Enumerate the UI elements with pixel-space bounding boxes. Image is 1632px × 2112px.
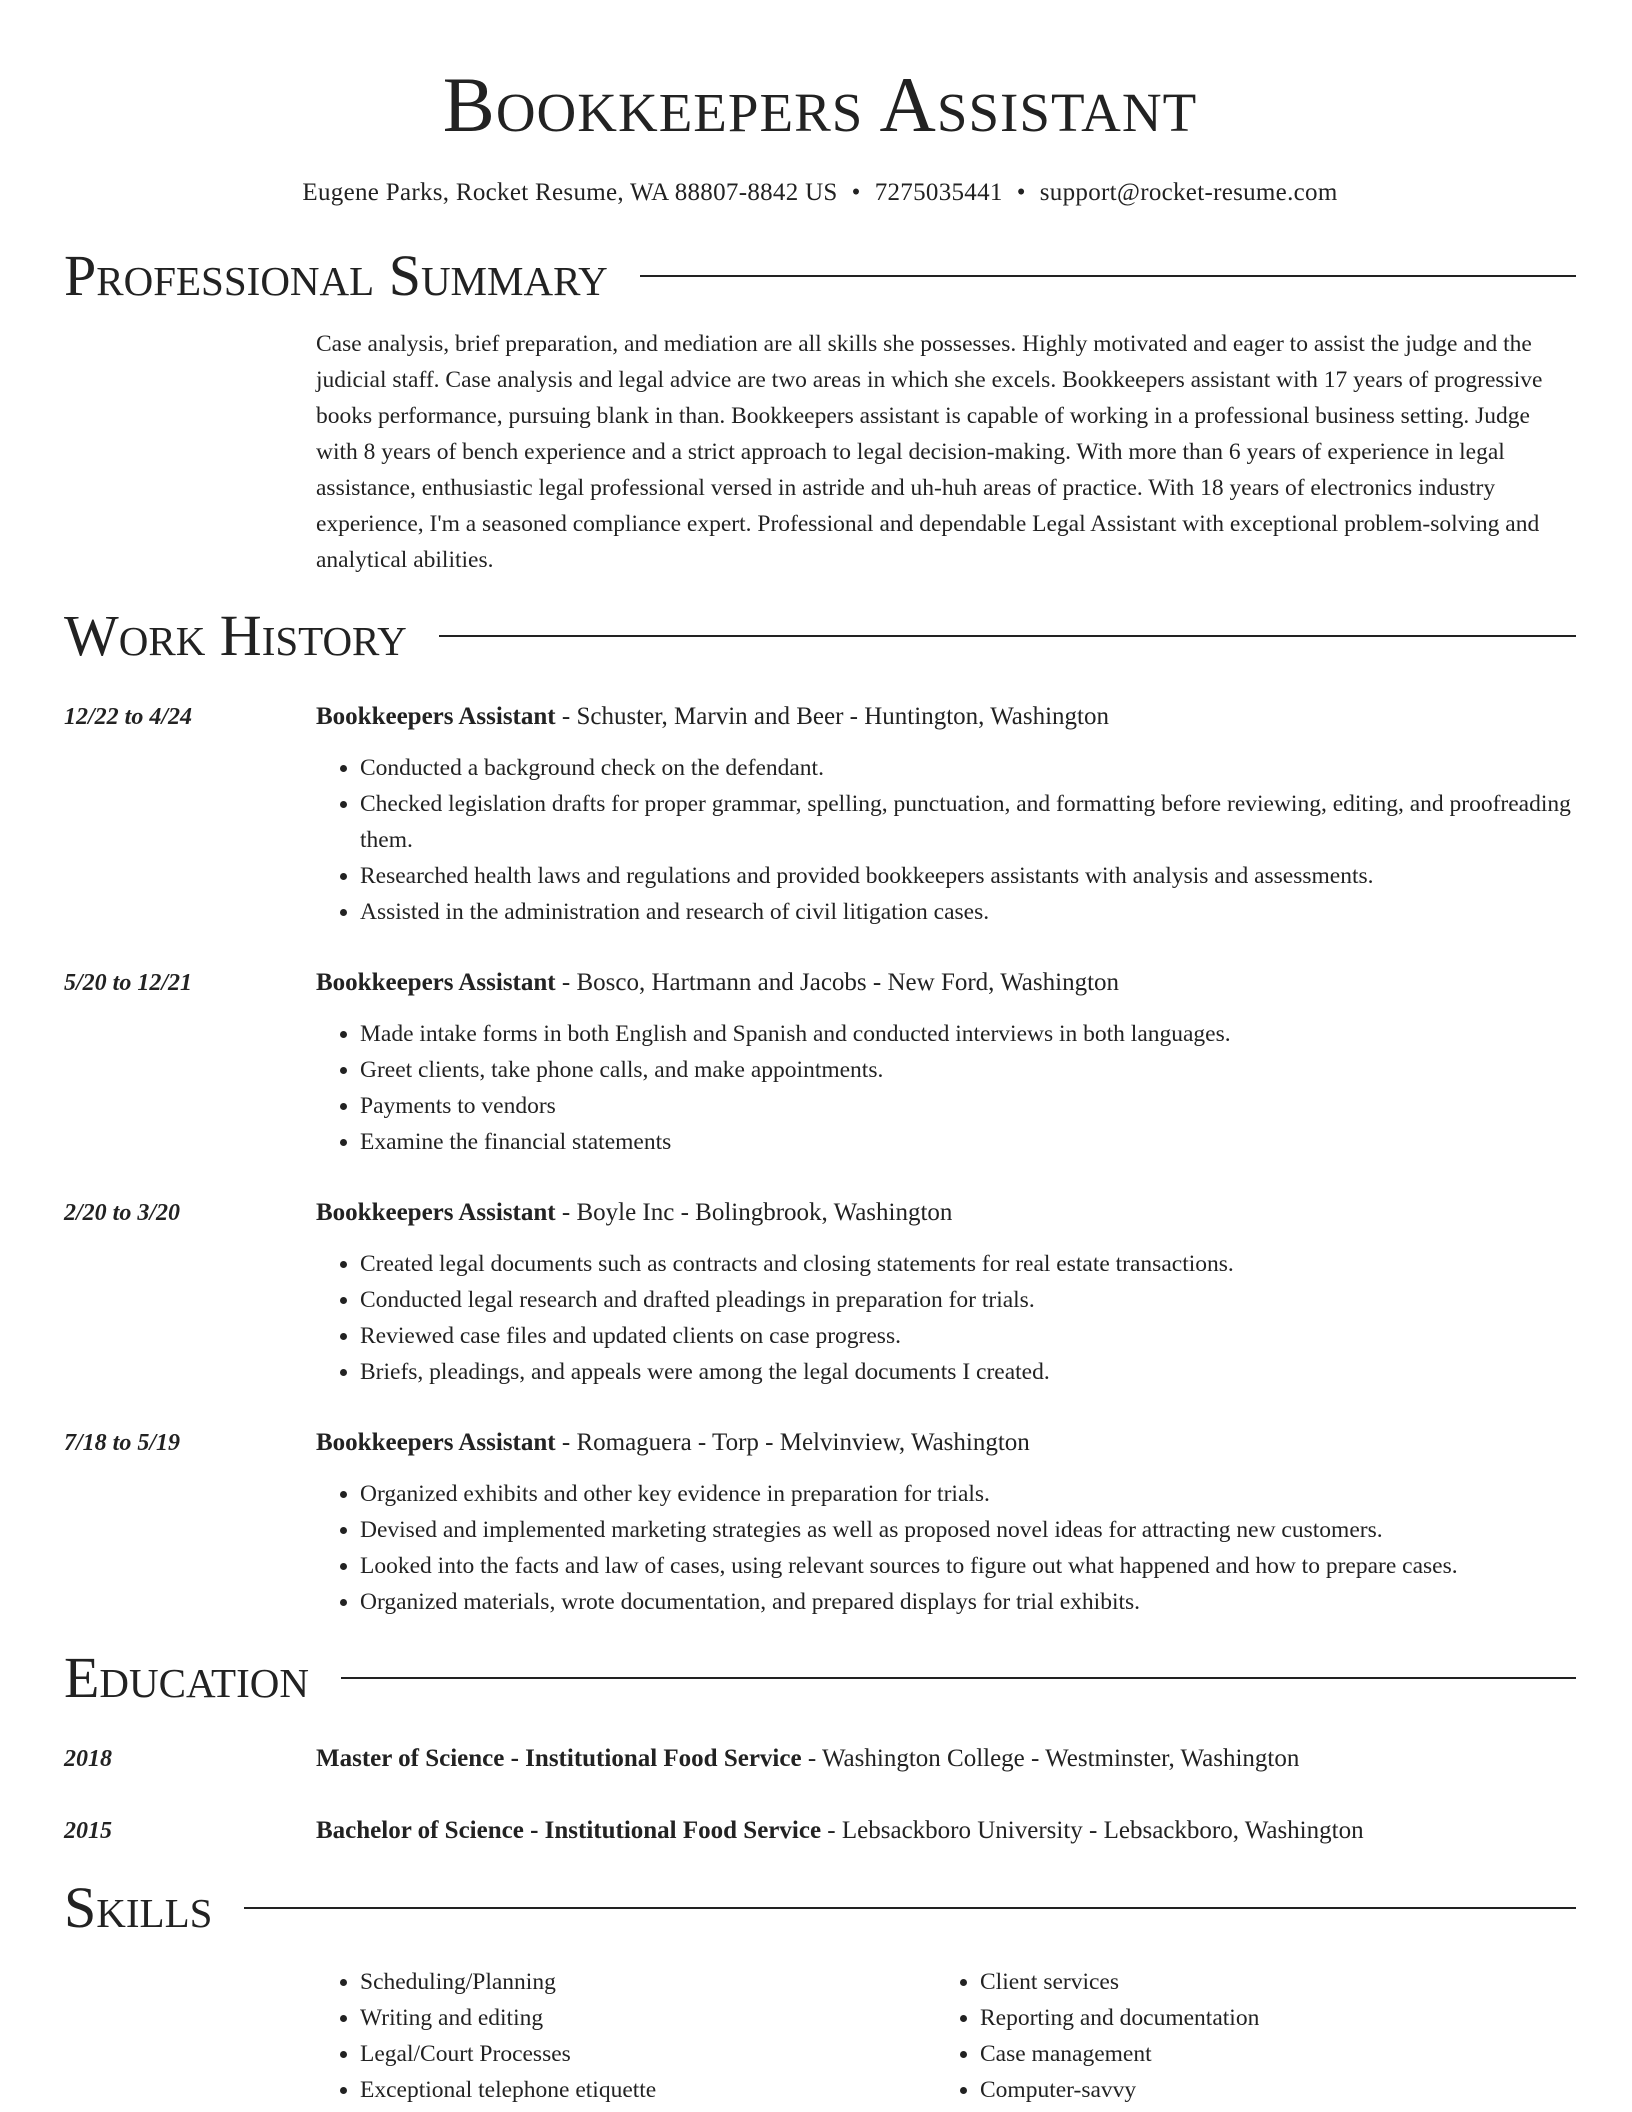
skills-list-right xyxy=(936,1964,1556,2108)
skills-columns xyxy=(316,1964,1576,2108)
section-divider xyxy=(341,1677,1576,1679)
education-year: 2015 xyxy=(64,1818,112,1844)
job-bullet: • Conducted a background check on the defendant. xyxy=(360,750,1576,786)
skill-item: • Computer-savvy xyxy=(980,2072,1556,2108)
work-body xyxy=(316,1424,1576,1620)
education-entry xyxy=(64,1740,1576,1778)
work-body xyxy=(316,964,1576,1160)
job-bullets xyxy=(316,750,1576,930)
education-list xyxy=(64,1740,1576,1850)
skills-heading: Skills xyxy=(64,1875,213,1940)
work-entry xyxy=(64,698,1576,930)
job-bullet: • Briefs, pleadings, and appeals were among the legal documents I created. xyxy=(360,1354,1576,1390)
job-bullet: • Researched health laws and regulations and provided bookkeepers assistants with analysis and assessments. xyxy=(360,858,1576,894)
education-line xyxy=(316,1812,1576,1850)
work-entry xyxy=(64,964,1576,1160)
job-title: Bookkeepers Assistant xyxy=(316,1199,556,1226)
contact-email[interactable]: support@rocket-resume.com xyxy=(1039,179,1338,206)
skill-item: • Reporting and documentation xyxy=(980,2000,1556,2036)
skill-item: • Writing and editing xyxy=(360,2000,936,2036)
job-title: Bookkeepers Assistant xyxy=(316,1429,556,1456)
job-bullet: • Reviewed case files and updated clients on case progress. xyxy=(360,1318,1576,1354)
work-section-header xyxy=(64,604,1576,668)
contact-line xyxy=(64,178,1576,208)
resume-page xyxy=(64,0,1576,2108)
job-title: Bookkeepers Assistant xyxy=(316,703,556,730)
job-bullets xyxy=(316,1246,1576,1390)
skill-item: • Case management xyxy=(980,2036,1556,2072)
work-dates: 12/22 to 4/24 xyxy=(64,704,193,730)
degree: Bachelor of Science - Institutional Food Service xyxy=(316,1817,822,1844)
work-heading-line xyxy=(316,698,1576,736)
work-body xyxy=(316,698,1576,930)
skills-list-left xyxy=(316,1964,936,2108)
summary-heading: Professional Summary xyxy=(64,243,608,308)
work-dates: 2/20 to 3/20 xyxy=(64,1200,181,1226)
resume-title: Bookkeepers Assistant xyxy=(442,61,1198,148)
job-bullet: • Created legal documents such as contracts and closing statements for real estate transactions. xyxy=(360,1246,1576,1282)
job-bullets xyxy=(316,1476,1576,1620)
skill-item: • Scheduling/Planning xyxy=(360,1964,936,2000)
job-employer: - Schuster, Marvin and Beer - Huntington, Washington xyxy=(555,703,1110,730)
job-bullet: • Checked legislation drafts for proper grammar, spelling, punctuation, and formatting before reviewing, editing, and proofreading them. xyxy=(360,786,1576,858)
work-history-list xyxy=(64,698,1576,1620)
work-heading-line xyxy=(316,964,1576,1002)
job-bullet: • Organized exhibits and other key evidence in preparation for trials. xyxy=(360,1476,1576,1512)
work-entry xyxy=(64,1194,1576,1390)
section-divider xyxy=(640,275,1576,277)
skill-item: • Client services xyxy=(980,1964,1556,2000)
job-title: Bookkeepers Assistant xyxy=(316,969,556,996)
work-body xyxy=(316,1194,1576,1390)
education-body xyxy=(316,1812,1576,1850)
education-line xyxy=(316,1740,1576,1778)
education-heading: Education xyxy=(64,1645,309,1710)
summary-text: Case analysis, brief preparation, and mediation are all skills she possesses. Highly motivated and eager to assist the judge and the judicial staff. Case analysis and legal advice are two areas in which she excels. Bookkeepers assistant with 17 years of progressive books performance, pursuing blank in than. Bookkeepers assistant is capable of working in a professional business setting. Judge with 8 years of bench experience and a strict approach to legal decision-making. With more than 6 years of experience in legal assistance, enthusiastic legal professional versed in astride and uh-huh areas of practice. With 18 years of electronics industry experience, I'm a seasoned compliance expert. Professional and dependable Legal Assistant with exceptional problem-solving and analytical abilities. xyxy=(316,331,1543,573)
job-bullet: • Organized materials, wrote documentation, and prepared displays for trial exhibits. xyxy=(360,1584,1576,1620)
work-heading: Work History xyxy=(64,603,407,668)
work-dates: 5/20 to 12/21 xyxy=(64,970,193,996)
degree: Master of Science - Institutional Food Service xyxy=(316,1745,802,1772)
job-bullet: • Examine the financial statements xyxy=(360,1124,1576,1160)
job-bullet: • Conducted legal research and drafted pleadings in preparation for trials. xyxy=(360,1282,1576,1318)
section-divider xyxy=(244,1907,1576,1909)
school: - Washington College - Westminster, Washington xyxy=(801,1745,1300,1772)
job-bullet: • Devised and implemented marketing strategies as well as proposed novel ideas for attracting new customers. xyxy=(360,1512,1576,1548)
job-employer: - Romaguera - Torp - Melvinview, Washington xyxy=(555,1429,1030,1456)
job-employer: - Bosco, Hartmann and Jacobs - New Ford, Washington xyxy=(555,969,1120,996)
work-heading-line xyxy=(316,1424,1576,1462)
contact-separator: • xyxy=(1016,179,1026,206)
job-bullet: • Looked into the facts and law of cases, using relevant sources to figure out what happened and how to prepare cases. xyxy=(360,1548,1576,1584)
section-divider xyxy=(439,635,1576,637)
contact-address: Eugene Parks, Rocket Resume, WA 88807-8842 US xyxy=(302,179,838,206)
work-entry xyxy=(64,1424,1576,1620)
education-body xyxy=(316,1740,1576,1778)
school: - Lebsackboro University - Lebsackboro, Washington xyxy=(821,1817,1364,1844)
contact-separator: • xyxy=(851,179,861,206)
skill-item: • Exceptional telephone etiquette xyxy=(360,2072,936,2108)
education-section-header xyxy=(64,1646,1576,1710)
work-heading-line xyxy=(316,1194,1576,1232)
education-year: 2018 xyxy=(64,1746,112,1772)
skill-item: • Legal/Court Processes xyxy=(360,2036,936,2072)
job-bullets xyxy=(316,1016,1576,1160)
summary-section-header xyxy=(64,244,1576,308)
job-employer: - Boyle Inc - Bolingbrook, Washington xyxy=(555,1199,953,1226)
job-bullet: • Payments to vendors xyxy=(360,1088,1576,1124)
job-bullet: • Assisted in the administration and research of civil litigation cases. xyxy=(360,894,1576,930)
contact-phone: 7275035441 xyxy=(874,179,1003,206)
work-dates: 7/18 to 5/19 xyxy=(64,1430,181,1456)
job-bullet: • Greet clients, take phone calls, and make appointments. xyxy=(360,1052,1576,1088)
job-bullet: • Made intake forms in both English and Spanish and conducted interviews in both languages. xyxy=(360,1016,1576,1052)
skills-section-header xyxy=(64,1876,1576,1940)
education-entry xyxy=(64,1812,1576,1850)
